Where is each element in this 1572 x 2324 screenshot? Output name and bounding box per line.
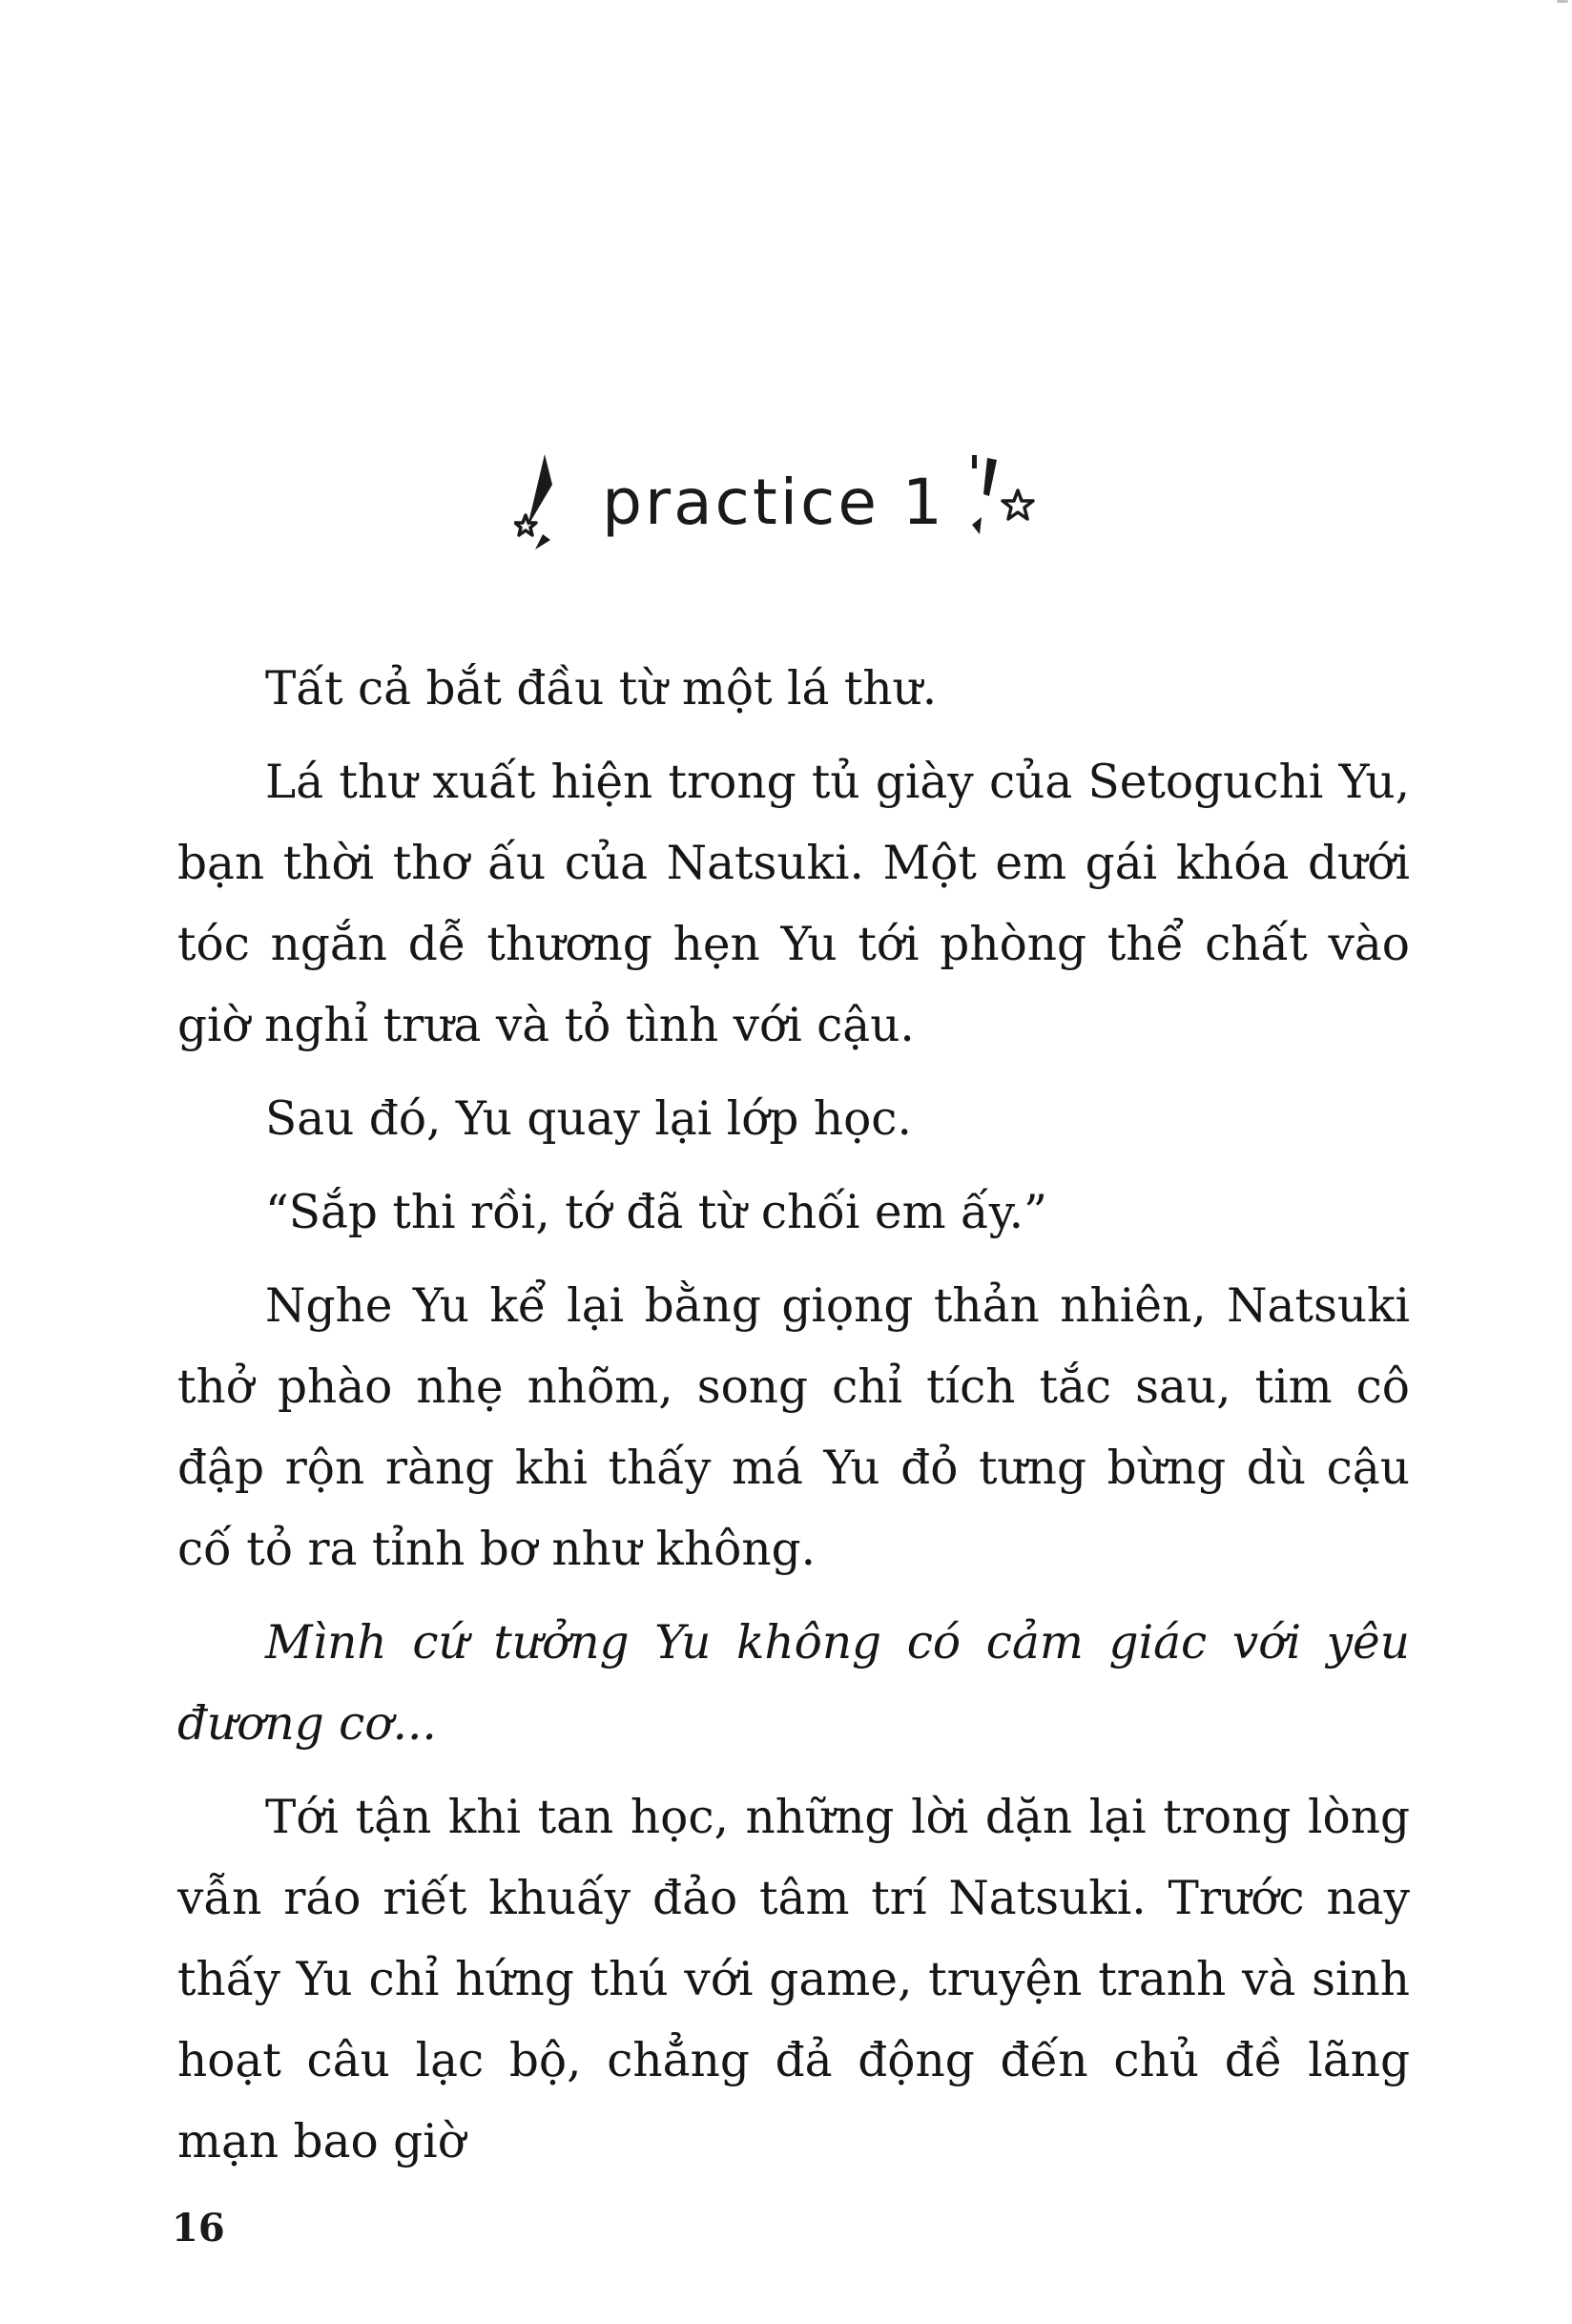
paragraph-7: Tới tận khi tan học, những lời dặn lại trong lòng vẫn ráo riết khuấy đảo tâm trí Natsuki. Trước nay thấy Yu chỉ hứng thú với game, truyện tranh và sinh hoạt câu lạc bộ, chẳng đả động đến chủ đề lãng mạn bao giờ	[177, 1791, 1410, 2168]
paragraph-4-dialogue: “Sắp thi rồi, tớ đã từ chối em ấy.”	[265, 1186, 1047, 1239]
paragraph-6-inner-thought: Mình cứ tưởng Yu không có cảm giác với yêu đương cơ...	[177, 1616, 1410, 1751]
paragraph-3: Sau đó, Yu quay lại lớp học.	[265, 1092, 912, 1146]
scan-speck	[1557, 0, 1568, 3]
chapter-title: practice 1	[602, 466, 945, 539]
paragraph-1: Tất cả bắt đầu từ một lá thư.	[265, 662, 938, 716]
paragraph-2: Lá thư xuất hiện trong tủ giày của Setoguchi Yu, bạn thời thơ ấu của Natsuki. Một em gái khóa dưới tóc ngắn dễ thương hẹn Yu tới phòng thể chất vào giờ nghỉ trưa và tỏ tình với cậu.	[177, 756, 1410, 1052]
star-sparkle-right-icon	[962, 450, 1058, 555]
star-sparkle-left-icon	[514, 450, 581, 555]
paragraph-5: Nghe Yu kể lại bằng giọng thản nhiên, Natsuki thở phào nhẹ nhõm, song chỉ tích tắc sau, tim cô đập rộn ràng khi thấy má Yu đỏ tưng bừng dù cậu cố tỏ ra tỉnh bơ như không.	[177, 1279, 1410, 1576]
body-text	[177, 649, 1410, 2195]
chapter-heading	[0, 431, 1572, 574]
page-number: 16	[172, 2206, 225, 2251]
